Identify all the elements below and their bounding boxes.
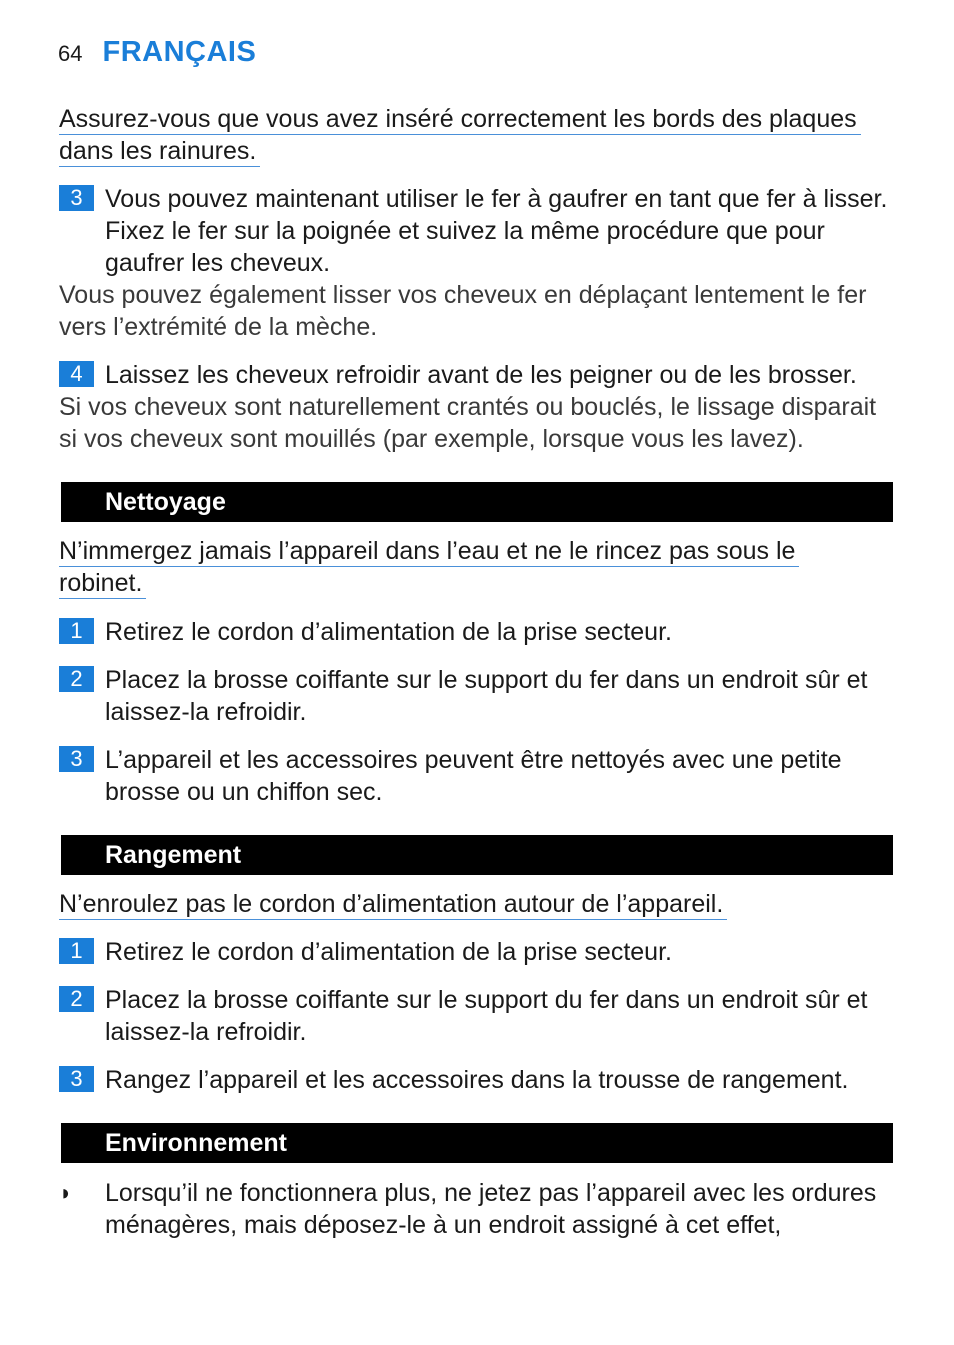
step-item [59, 359, 899, 391]
immersion-warning [59, 535, 799, 599]
step-text: Placez la brosse coiffante sur le support du fer dans un endroit sûr et laissez-la refroidir. [105, 986, 868, 1046]
step-item [59, 616, 899, 648]
step-number-badge: 3 [59, 185, 94, 211]
step-number-badge: 3 [59, 1066, 94, 1092]
step-number-badge: 2 [59, 986, 94, 1012]
step-item [59, 1064, 899, 1096]
bullet-text: Lorsqu’il ne fonctionnera plus, ne jetez pas l’appareil avec les ordures ménagères, mais déposez-le à un endroit assigné à cet effet, [105, 1179, 877, 1239]
warning-line: robinet. [59, 568, 146, 599]
note-paragraph: Vous pouvez également lisser vos cheveux en déplaçant lentement le fer vers l’extrémité de la mèche. [59, 281, 867, 341]
warning-line: N’enroulez pas le cordon d’alimentation autour de l’appareil. [59, 889, 727, 920]
note-paragraph: Si vos cheveux sont naturellement crantés ou bouclés, le lissage disparait si vos cheveux sont mouillés (par exemple, lorsque vous les lavez). [59, 393, 877, 453]
section-title: Environnement [105, 1129, 287, 1157]
step-text: Rangez l’appareil et les accessoires dans la trousse de rangement. [105, 1066, 849, 1094]
section-title: Rangement [105, 841, 242, 869]
step-item [59, 936, 899, 968]
step-number-badge: 2 [59, 666, 94, 692]
section-title: Nettoyage [105, 488, 226, 516]
warning-line: Assurez-vous que vous avez inséré correctement les bords des plaques [59, 104, 861, 135]
section-header-environment [61, 1123, 893, 1163]
page-header [58, 36, 256, 69]
language-title: FRANÇAIS [102, 36, 257, 68]
step-text: Retirez le cordon d’alimentation de la prise secteur. [105, 938, 672, 966]
page-number: 64 [58, 41, 83, 66]
warning-line: dans les rainures. [59, 136, 260, 167]
bullet-item [59, 1177, 899, 1241]
step-number-badge: 1 [59, 938, 94, 964]
step-number-badge: 1 [59, 618, 94, 644]
step-text: Placez la brosse coiffante sur le support du fer dans un endroit sûr et laissez-la refroidir. [105, 666, 868, 726]
step-text: Vous pouvez maintenant utiliser le fer à gaufrer en tant que fer à lisser. Fixez le fer sur la poignée et suivez la même procédure que pour gaufrer les cheveux. [105, 185, 888, 277]
warning-line: N’immergez jamais l’appareil dans l’eau et ne le rincez pas sous le [59, 536, 799, 567]
step-number-badge: 3 [59, 746, 94, 772]
section-header-storage [61, 835, 893, 875]
step-number-badge: 4 [59, 361, 94, 387]
step-item [59, 664, 899, 728]
bullet-icon: ◗ [59, 1180, 73, 1205]
step-item [59, 744, 899, 808]
step-text: Retirez le cordon d’alimentation de la prise secteur. [105, 618, 672, 646]
step-item [59, 984, 899, 1048]
step-text: Laissez les cheveux refroidir avant de les peigner ou de les brosser. [105, 361, 857, 389]
section-header-cleaning [61, 482, 893, 522]
step-text: L’appareil et les accessoires peuvent être nettoyés avec une petite brosse ou un chiffon sec. [105, 746, 842, 806]
cord-warning [59, 888, 727, 920]
plates-warning [59, 103, 861, 167]
step-item [59, 183, 899, 279]
